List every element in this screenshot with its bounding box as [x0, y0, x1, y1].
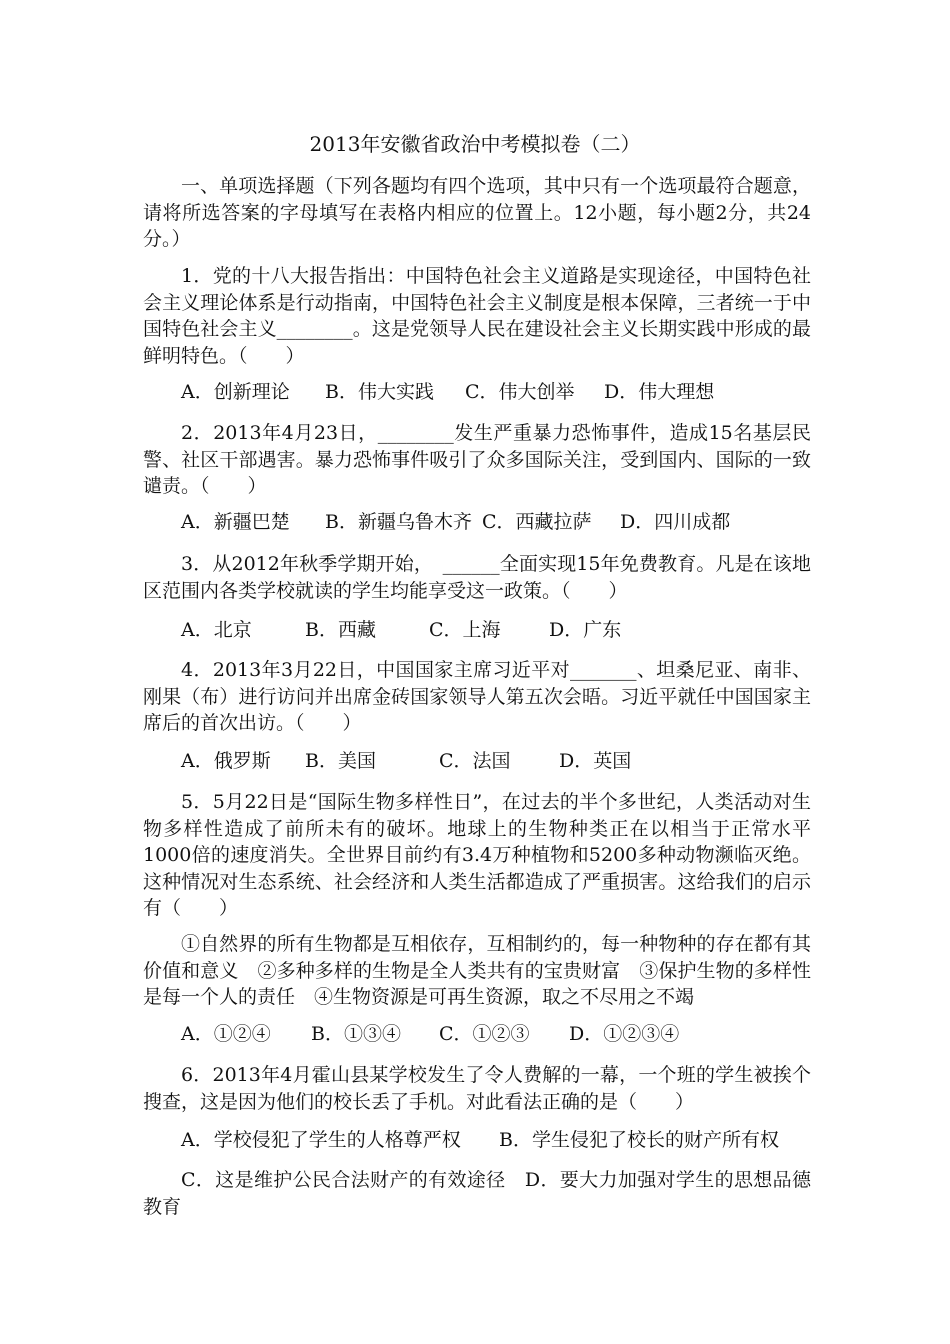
option-b: B．美国 [305, 750, 376, 772]
option-c: C．伟大创举 [465, 381, 575, 403]
question-3-options [181, 617, 821, 643]
question-6-options-row1 [181, 1127, 821, 1153]
option-d: D．伟大理想 [604, 381, 715, 403]
question-2-stem: 2．2013年4月23日，________发生严重暴力恐怖事件，造成15名基层民警、社区干部遇害。暴力恐怖事件吸引了众多国际关注，受到国内、国际的一致谴责。（ ） [143, 422, 811, 497]
question-1-stem: 1．党的十八大报告指出：中国特色社会主义道路是实现途径，中国特色社会主义理论体系是行动指南，中国特色社会主义制度是根本保障，三者统一于中国特色社会主义________。这是党领导人民在建设社会主义长期实践中形成的最鲜明特色。（ ） [143, 265, 811, 367]
option-a: A．创新理论 [181, 381, 290, 403]
option-b: B．学生侵犯了校长的财产所有权 [499, 1129, 779, 1151]
option-a: A．学校侵犯了学生的人格尊严权 [181, 1129, 461, 1151]
option-b: B．伟大实践 [325, 381, 434, 403]
question-4-options [181, 748, 821, 774]
question-6-options-row2 [143, 1167, 811, 1220]
option-c: C．西藏拉萨 [482, 511, 592, 533]
option-a: A．新疆巴楚 [181, 511, 290, 533]
option-d: D．①②③④ [569, 1023, 680, 1045]
question-4-stem: 4．2013年3月22日，中国国家主席习近平对_______、坦桑尼亚、南非、刚果（布）进行访问并出席金砖国家领导人第五次会晤。习近平就任中国国家主席后的首次出访。（ ） [143, 659, 811, 734]
question-5-statements: ①自然界的所有生物都是互相依存，互相制约的，每一种物种的存在都有其价值和意义 ②多种多样的生物是全人类共有的宝贵财富 ③保护生物的多样性是每一个人的责任 ④生物资源是可再生资源，取之不尽用之不竭 [143, 933, 811, 1008]
option-d: D．要大力加强对学生的思想品德教育 [143, 1169, 811, 1218]
question-5-stem: 5．5月22日是“国际生物多样性日”，在过去的半个多世纪，人类活动对生物多样性造成了前所未有的破坏。地球上的生物种类正在以相当于正常水平1000倍的速度消失。全世界目前约有3.4万种植物和5200多种动物濒临灭绝。这种情况对生态系统、社会经济和人类生活都造成了严重损害。这给我们的启示有（ ） [143, 791, 811, 919]
question-5-options [181, 1021, 821, 1047]
question-1-options [181, 379, 821, 405]
option-a: A．北京 [181, 619, 252, 641]
option-b: B．①③④ [311, 1023, 401, 1045]
option-b: B．西藏 [305, 619, 376, 641]
option-d: D．英国 [559, 750, 632, 772]
option-c: C．这是维护公民合法财产的有效途径 [181, 1169, 506, 1191]
question-6-stem: 6．2013年4月霍山县某学校发生了令人费解的一幕，一个班的学生被挨个搜查，这是因为他们的校长丢了手机。对此看法正确的是（ ） [143, 1064, 811, 1113]
question-2-options [181, 509, 821, 535]
option-d: D．广东 [549, 619, 622, 641]
page-title: 2013年安徽省政治中考模拟卷（二） [309, 132, 641, 156]
section-intro: 一、单项选择题（下列各题均有四个选项，其中只有一个选项最符合题意，请将所选答案的字母填写在表格内相应的位置上。12小题，每小题2分，共24分。） [143, 175, 811, 250]
option-d: D．四川成都 [620, 511, 731, 533]
option-c: C．上海 [429, 619, 501, 641]
option-a: A．俄罗斯 [181, 750, 271, 772]
option-b: B．新疆乌鲁木齐 [325, 511, 472, 533]
option-c: C．法国 [439, 750, 511, 772]
option-c: C．①②③ [439, 1023, 530, 1045]
question-3-stem: 3．从2012年秋季学期开始， ______全面实现15年免费教育。凡是在该地区范围内各类学校就读的学生均能享受这一政策。（ ） [143, 553, 811, 602]
option-a: A．①②④ [181, 1023, 271, 1045]
